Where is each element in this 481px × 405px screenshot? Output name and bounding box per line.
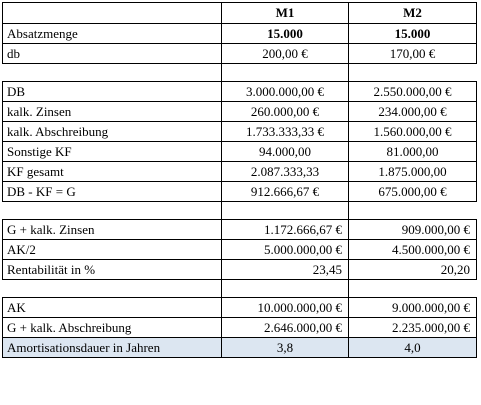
cell-m2[interactable]: 1.875.000,00 xyxy=(349,162,477,182)
cell-label[interactable]: Sonstige KF xyxy=(3,142,222,162)
row-amortisationsdauer xyxy=(3,338,477,358)
blank-row xyxy=(3,202,477,220)
cell-label[interactable]: KF gesamt xyxy=(3,162,222,182)
row-kalk-abschreibung xyxy=(3,122,477,142)
cell-label[interactable]: AK xyxy=(3,298,222,318)
cell-m2[interactable]: 2.235.000,00 € xyxy=(349,318,477,338)
spreadsheet-table xyxy=(2,2,477,358)
cell-m2[interactable]: 4.500.000,00 € xyxy=(349,240,477,260)
cell-m1[interactable]: 260.000,00 € xyxy=(222,102,349,122)
cell-label[interactable]: AK/2 xyxy=(3,240,222,260)
cell-label[interactable]: kalk. Abschreibung xyxy=(3,122,222,142)
cell-label[interactable]: DB xyxy=(3,82,222,102)
cell-m1[interactable]: 1.733.333,33 € xyxy=(222,122,349,142)
header-m2[interactable]: M2 xyxy=(349,3,477,24)
cell-m2[interactable]: 170,00 € xyxy=(349,44,477,64)
cell-m1[interactable]: 94.000,00 xyxy=(222,142,349,162)
cell-m1[interactable]: 15.000 xyxy=(222,24,349,44)
cell-m2[interactable]: 234.000,00 € xyxy=(349,102,477,122)
cell-m1[interactable]: 2.646.000,00 € xyxy=(222,318,349,338)
cell-m1[interactable]: 2.087.333,33 xyxy=(222,162,349,182)
cell-label[interactable]: G + kalk. Zinsen xyxy=(3,220,222,240)
blank-row xyxy=(3,64,477,82)
cell-m2[interactable]: 81.000,00 xyxy=(349,142,477,162)
cell-m1[interactable]: 3,8 xyxy=(222,338,349,358)
cell-m1[interactable]: 912.666,67 € xyxy=(222,182,349,202)
cell-label[interactable]: Absatzmenge xyxy=(3,24,222,44)
cell-m1[interactable]: 10.000.000,00 € xyxy=(222,298,349,318)
cell-m2[interactable]: 675.000,00 € xyxy=(349,182,477,202)
row-db xyxy=(3,82,477,102)
cell-m2[interactable]: 4,0 xyxy=(349,338,477,358)
row-kf-gesamt xyxy=(3,162,477,182)
row-kalk-zinsen xyxy=(3,102,477,122)
cell-m2[interactable]: 909.000,00 € xyxy=(349,220,477,240)
cell-m2[interactable]: 2.550.000,00 € xyxy=(349,82,477,102)
cell-label[interactable]: Amortisationsdauer in Jahren xyxy=(3,338,222,358)
row-db-unit xyxy=(3,44,477,64)
cell-label[interactable]: kalk. Zinsen xyxy=(3,102,222,122)
row-g-plus-zinsen xyxy=(3,220,477,240)
cell-m1[interactable]: 5.000.000,00 € xyxy=(222,240,349,260)
cell-label[interactable]: G + kalk. Abschreibung xyxy=(3,318,222,338)
blank-row xyxy=(3,280,477,298)
header-row xyxy=(3,3,477,24)
cell-label[interactable]: DB - KF = G xyxy=(3,182,222,202)
cell-m2[interactable]: 15.000 xyxy=(349,24,477,44)
cell-label[interactable]: Rentabilität in % xyxy=(3,260,222,280)
cell-label[interactable]: db xyxy=(3,44,222,64)
cell-m1[interactable]: 3.000.000,00 € xyxy=(222,82,349,102)
row-gewinn xyxy=(3,182,477,202)
cell-m1[interactable]: 200,00 € xyxy=(222,44,349,64)
header-empty-cell[interactable] xyxy=(3,3,222,24)
cell-m1[interactable]: 23,45 xyxy=(222,260,349,280)
cell-m2[interactable]: 9.000.000,00 € xyxy=(349,298,477,318)
cell-m1[interactable]: 1.172.666,67 € xyxy=(222,220,349,240)
row-ak xyxy=(3,298,477,318)
row-ak-half xyxy=(3,240,477,260)
row-rentabilitaet xyxy=(3,260,477,280)
header-m1[interactable]: M1 xyxy=(222,3,349,24)
cell-m2[interactable]: 1.560.000,00 € xyxy=(349,122,477,142)
row-absatzmenge xyxy=(3,24,477,44)
row-sonstige-kf xyxy=(3,142,477,162)
cell-m2[interactable]: 20,20 xyxy=(349,260,477,280)
row-g-plus-abschreibung xyxy=(3,318,477,338)
